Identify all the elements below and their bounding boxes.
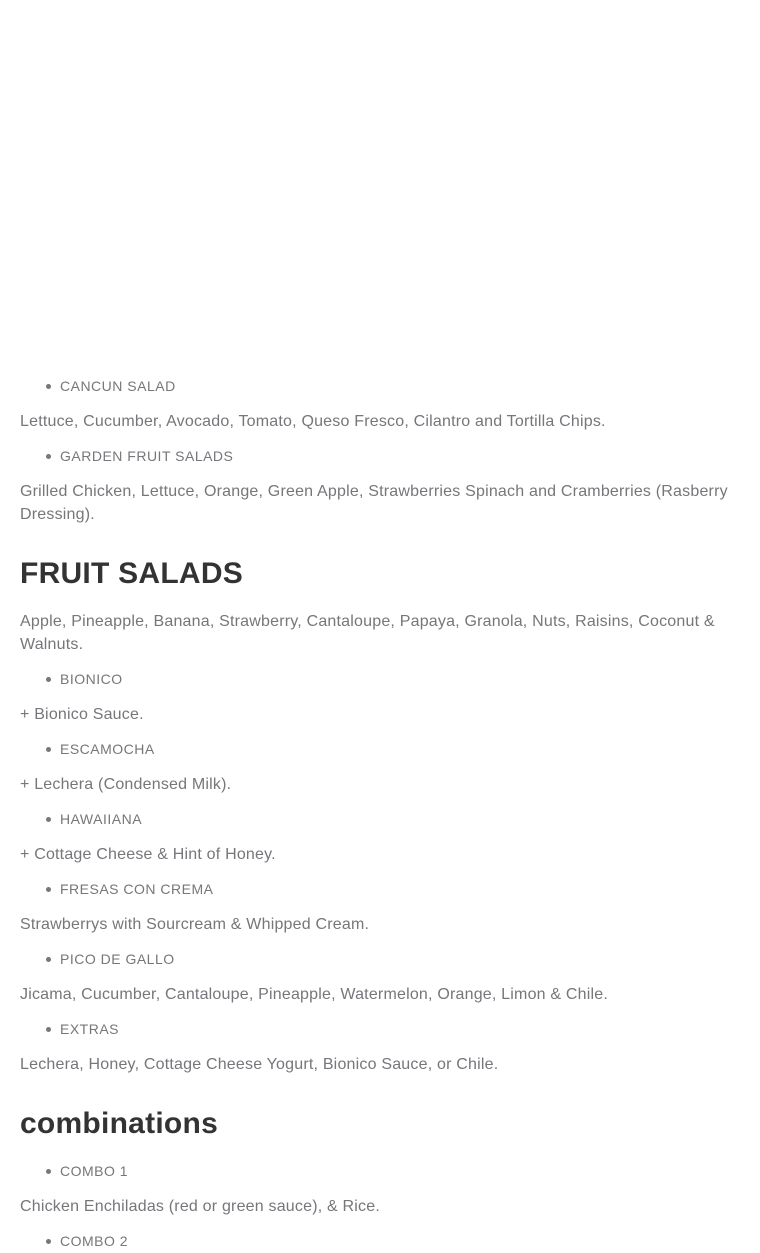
bullet-icon: [46, 887, 51, 892]
menu-item-desc: + Bionico Sauce.: [20, 706, 144, 723]
section-fruit-salads: [20, 556, 730, 1076]
menu-item: [20, 1230, 730, 1253]
menu-item-name: ESCAMOCHA: [60, 741, 155, 757]
bullet-icon: [46, 1239, 51, 1244]
menu-item-name: COMBO 1: [60, 1163, 129, 1179]
menu-item-name: GARDEN FRUIT SALADS: [60, 448, 234, 464]
bullet-icon: [46, 454, 51, 459]
menu-item-desc: Strawberrys with Sourcream & Whipped Cream.: [20, 916, 370, 933]
menu-item-desc: Lettuce, Cucumber, Avocado, Tomato, Queso Fresco, Cilantro and Tortilla Chips.: [20, 413, 606, 430]
menu-item: [20, 738, 730, 761]
menu-item: [20, 808, 730, 831]
menu-item-desc: Lechera, Honey, Cottage Cheese Yogurt, Bionico Sauce, or Chile.: [20, 1056, 499, 1073]
menu-item-desc: + Lechera (Condensed Milk).: [20, 776, 232, 793]
menu-item: [20, 445, 730, 468]
menu-item-name: COMBO 2: [60, 1233, 129, 1249]
menu-item: [20, 668, 730, 691]
bullet-icon: [46, 957, 51, 962]
bullet-icon: [46, 747, 51, 752]
menu-item-name: BIONICO: [60, 671, 123, 687]
bullet-icon: [46, 1169, 51, 1174]
menu-item: [20, 1018, 730, 1041]
section-heading-fruit-salads: FRUIT SALADS: [20, 557, 243, 590]
bullet-icon: [46, 1027, 51, 1032]
menu-item: [20, 878, 730, 901]
section-heading-combinations: combinations: [20, 1107, 219, 1140]
bullet-icon: [46, 817, 51, 822]
menu-item-desc: Jicama, Cucumber, Cantaloupe, Pineapple, Watermelon, Orange, Limon & Chile.: [20, 986, 609, 1003]
menu-item: [20, 948, 730, 971]
menu-item-name: HAWAIIANA: [60, 811, 143, 827]
menu-item: [20, 375, 730, 398]
section-intro: Apple, Pineapple, Banana, Strawberry, Cantaloupe, Papaya, Granola, Nuts, Raisins, Coconut & Walnuts.: [20, 613, 715, 653]
bullet-icon: [46, 677, 51, 682]
section-salads: [20, 375, 730, 526]
menu-item: [20, 1160, 730, 1183]
menu-item-name: CANCUN SALAD: [60, 378, 176, 394]
menu-item-desc: Chicken Enchiladas (red or green sauce), & Rice.: [20, 1198, 380, 1215]
menu-item-desc: Grilled Chicken, Lettuce, Orange, Green Apple, Strawberries Spinach and Cramberries (Rasberry Dressing).: [20, 483, 728, 523]
menu-item-name: PICO DE GALLO: [60, 951, 175, 967]
section-combinations: [20, 1106, 730, 1253]
menu-item-name: FRESAS CON CREMA: [60, 881, 214, 897]
menu-item-desc: + Cottage Cheese & Hint of Honey.: [20, 846, 276, 863]
bullet-icon: [46, 384, 51, 389]
menu-item-name: EXTRAS: [60, 1021, 120, 1037]
